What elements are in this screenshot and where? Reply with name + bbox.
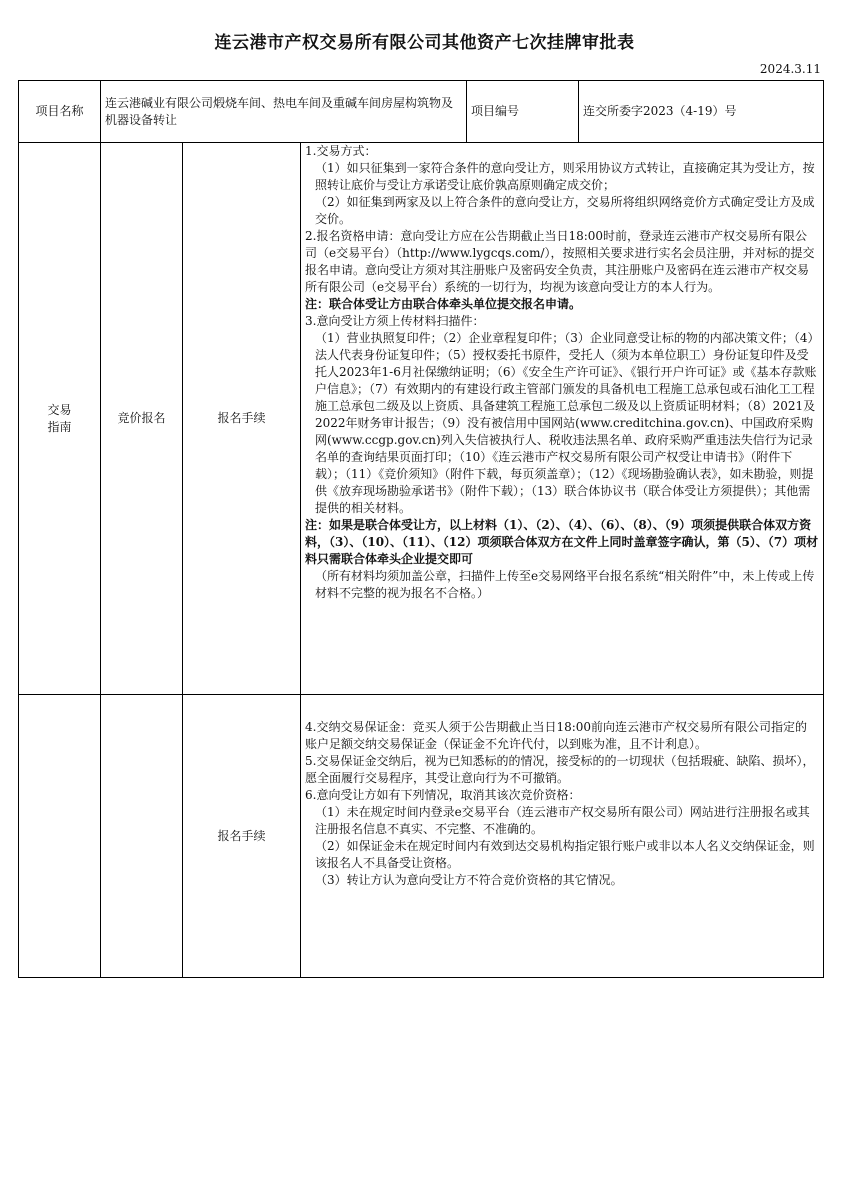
document-date: 2024.3.11 [759, 62, 821, 76]
paragraph: （1）未在规定时间内登录e交易平台（连云港市产权交易所有限公司）网站进行注册报名或其注册报名信息不真实、不完整、不准确的。 [315, 805, 810, 836]
paragraph: （2）如征集到两家及以上符合条件的意向受让方，交易所将组织网络竞价方式确定受让方及成交价。 [315, 195, 815, 226]
empty-cell [101, 695, 183, 978]
paragraph: 2.报名资格申请：意向受让方应在公告期截止当日18:00时前，登录连云港市产权交易所有限公司（e交易平台）（http://www.lygcqs.com/），按照相关要求进行实名会员注册，并对标的提交报名申请。意向受让方须对其注册账户及密码安全负责，其注册账户及密码在连云港市产权交易所有限公司（e交易平台）系统的一切行为，均视为该意向受让方的本人行为。 [305, 229, 815, 294]
page-title: 连云港市产权交易所有限公司其他资产七次挂牌审批表 [214, 33, 635, 53]
empty-cell [19, 695, 101, 978]
project-no-label: 项目编号 [467, 81, 579, 143]
registration-procedure-label-2: 报名手续 [183, 695, 301, 978]
consortium-note: 注：联合体受让方由联合体牵头单位提交报名申请。 [305, 297, 582, 311]
paragraph: （1）如只征集到一家符合条件的意向受让方，则采用协议方式转让，直接确定其为受让方，按照转让底价与受让方承诺受让底价孰高原则确定成交价； [315, 161, 815, 192]
paragraph: 4.交纳交易保证金：竞买人须于公告期截止当日18:00前向连云港市产权交易所有限公司指定的账户足额交纳交易保证金（保证金不允许代付，以到账为准，且不计利息）。 [305, 720, 808, 751]
paragraph: 1.交易方式： [305, 144, 377, 158]
project-name-label: 项目名称 [19, 81, 101, 143]
paragraph: 5.交易保证金交纳后，视为已知悉标的的情况，接受标的的一切现状（包括瑕疵、缺陷、损坏），愿全面履行交易程序，其受让意向行为不可撤销。 [305, 754, 815, 785]
section2-row [19, 695, 824, 978]
paragraph: （3）转让方认为意向受让方不符合竞价资格的其它情况。 [315, 873, 623, 887]
paragraph: （所有材料均须加盖公章，扫描件上传至e交易网络平台报名系统“相关附件”中，未上传或上传材料不完整的视为报名不合格。） [315, 569, 815, 600]
approval-table [18, 80, 824, 978]
trading-guide-label-line2: 指南 [47, 419, 72, 434]
trading-guide-label-line1: 交易 [47, 402, 72, 417]
section1-row [19, 143, 824, 695]
paragraph: （2）如保证金未在规定时间内有效到达交易机构指定银行账户或非以本人名义交纳保证金，则该报名人不具备受让资格。 [315, 839, 815, 870]
header-row [19, 81, 824, 143]
paragraph: 3.意向受让方须上传材料扫描件： [305, 314, 485, 328]
project-name-value: 连云港碱业有限公司煅烧车间、热电车间及重碱车间房屋构筑物及机器设备转让 [101, 81, 467, 143]
consortium-materials-note: 注：如果是联合体受让方，以上材料（1）、（2）、（4）、（6）、（8）、（9）项须提供联合体双方资料，（3）、（10）、（11）、（12）项须联合体双方在文件上同时盖章签字确认，第（5）、（7）项材料只需联合体牵头企业提交即可 [305, 518, 819, 566]
trading-guide-label [19, 143, 101, 695]
section1-content [301, 143, 824, 695]
paragraph: （1）营业执照复印件；（2）企业章程复印件；（3）企业同意受让标的物的内部决策文件；（4）法人代表身份证复印件；（5）授权委托书原件，受托人（须为本单位职工）身份证复印件及受托人2023年1-6月社保缴纳证明；（6）《安全生产许可证》、《银行开户许可证》或《基本存款账户信息》；（7）有效期内的有建设行政主管部门颁发的具备机电工程施工总承包或石油化工工程施工总承包二级及以上资质、具备建筑工程施工总承包二级及以上资质证明材料；（8）2021及2022年财务审计报告；（9）没有被信用中国网站(www.creditchina.gov.cn)、中国政府采购网(www.ccgp.gov.cn)列入失信被执行人、税收违法黑名单、政府采购严重违法失信行为记录名单的查询结果页面打印；（10）《连云港市产权交易所有限公司产权受让申请书》（附件下载）；（11）《竞价须知》（附件下载，每页须盖章）；（12）《现场勘验确认表》，如未勘验，则提供《放弃现场勘验承诺书》（附件下载）；（13）联合体协议书（联合体受让方须提供）；其他需提供的相关材料。 [315, 331, 817, 515]
bidding-registration-label: 竞价报名 [101, 143, 183, 695]
project-no-value: 连交所委字2023（4-19）号 [579, 81, 824, 143]
registration-procedure-label: 报名手续 [183, 143, 301, 695]
paragraph: 6.意向受让方如有下列情况，取消其该次竞价资格： [305, 788, 581, 802]
section2-content [301, 695, 824, 978]
